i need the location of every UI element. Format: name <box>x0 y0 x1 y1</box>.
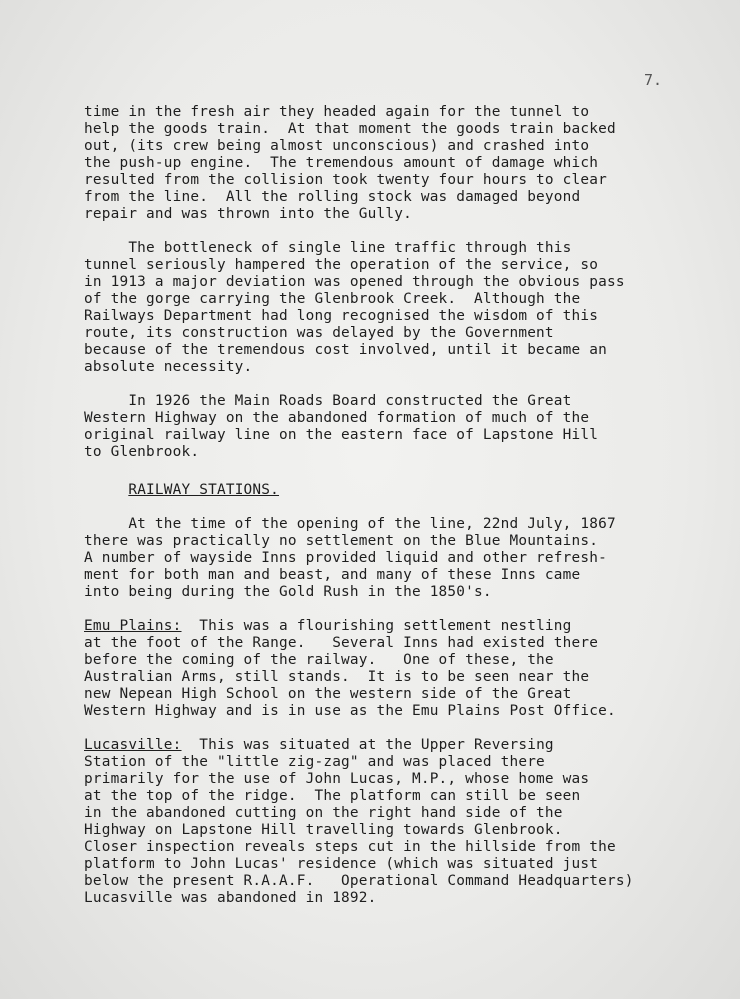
station-text: This was a flourishing settlement nestling <box>181 618 572 634</box>
text-line: to Glenbrook. <box>84 444 200 460</box>
text-line: primarily for the use of John Lucas, M.P., whose home was <box>84 771 590 787</box>
text-line: Australian Arms, still stands. It is to be seen near the <box>84 669 590 685</box>
text-line: Station of the "little zig-zag" and was placed there <box>84 754 545 770</box>
station-name: Emu Plains: <box>84 618 182 634</box>
paragraph-intro <box>84 516 724 601</box>
text-line: the push-up engine. The tremendous amount of damage which <box>84 155 599 171</box>
paragraph-deviation <box>84 240 724 376</box>
text-line: before the coming of the railway. One of these, the <box>84 652 554 668</box>
text-line: ment for both man and beast, and many of these Inns came <box>84 567 581 583</box>
station-first-line <box>84 737 724 754</box>
text-line: new Nepean High School on the western side of the Great <box>84 686 572 702</box>
page-body <box>84 104 724 907</box>
text-line: there was practically no settlement on the Blue Mountains. <box>84 533 599 549</box>
station-emu-plains <box>84 618 724 720</box>
text-line: In 1926 the Main Roads Board constructed the Great <box>84 393 572 409</box>
text-line: out, (its crew being almost unconscious) and crashed into <box>84 138 590 154</box>
heading-text: RAILWAY STATIONS. <box>128 482 280 498</box>
text-line: because of the tremendous cost involved, until it became an <box>84 342 607 358</box>
text-line: of the gorge carrying the Glenbrook Creek. Although the <box>84 291 581 307</box>
text-line: at the foot of the Range. Several Inns had existed there <box>84 635 599 651</box>
text-line: original railway line on the eastern face of Lapstone Hill <box>84 427 599 443</box>
text-line: Western Highway and is in use as the Emu Plains Post Office. <box>84 703 616 719</box>
text-line: platform to John Lucas' residence (which was situated just <box>84 856 599 872</box>
page-number: 7. <box>644 71 663 89</box>
text-line: route, its construction was delayed by the Government <box>84 325 554 341</box>
section-heading <box>84 482 724 499</box>
station-first-line <box>84 618 724 635</box>
text-line: A number of wayside Inns provided liquid and other refresh- <box>84 550 607 566</box>
text-line: Lucasville was abandoned in 1892. <box>84 890 377 906</box>
text-line: Closer inspection reveals steps cut in the hillside from the <box>84 839 616 855</box>
text-line: from the line. All the rolling stock was damaged beyond <box>84 189 581 205</box>
text-line: into being during the Gold Rush in the 1850's. <box>84 584 492 600</box>
text-line: in 1913 a major deviation was opened through the obvious pass <box>84 274 625 290</box>
paragraph-main-roads <box>84 393 724 461</box>
text-line: below the present R.A.A.F. Operational Command Headquarters) <box>84 873 634 889</box>
text-line: help the goods train. At that moment the goods train backed <box>84 121 616 137</box>
text-line: At the time of the opening of the line, 22nd July, 1867 <box>84 516 616 532</box>
text-line: Western Highway on the abandoned formation of much of the <box>84 410 590 426</box>
text-line: repair and was thrown into the Gully. <box>84 206 412 222</box>
station-name: Lucasville: <box>84 737 182 753</box>
paragraph-collision <box>84 104 724 223</box>
station-lucasville <box>84 737 724 907</box>
text-line: at the top of the ridge. The platform can still be seen <box>84 788 581 804</box>
text-line: resulted from the collision took twenty four hours to clear <box>84 172 607 188</box>
text-line: time in the fresh air they headed again for the tunnel to <box>84 104 590 120</box>
text-line: in the abandoned cutting on the right hand side of the <box>84 805 563 821</box>
text-line: Highway on Lapstone Hill travelling towards Glenbrook. <box>84 822 563 838</box>
text-line: The bottleneck of single line traffic through this <box>84 240 572 256</box>
text-line: Railways Department had long recognised the wisdom of this <box>84 308 599 324</box>
heading-indent <box>84 482 128 498</box>
station-text: This was situated at the Upper Reversing <box>181 737 554 753</box>
text-line: tunnel seriously hampered the operation of the service, so <box>84 257 599 273</box>
text-line: absolute necessity. <box>84 359 253 375</box>
